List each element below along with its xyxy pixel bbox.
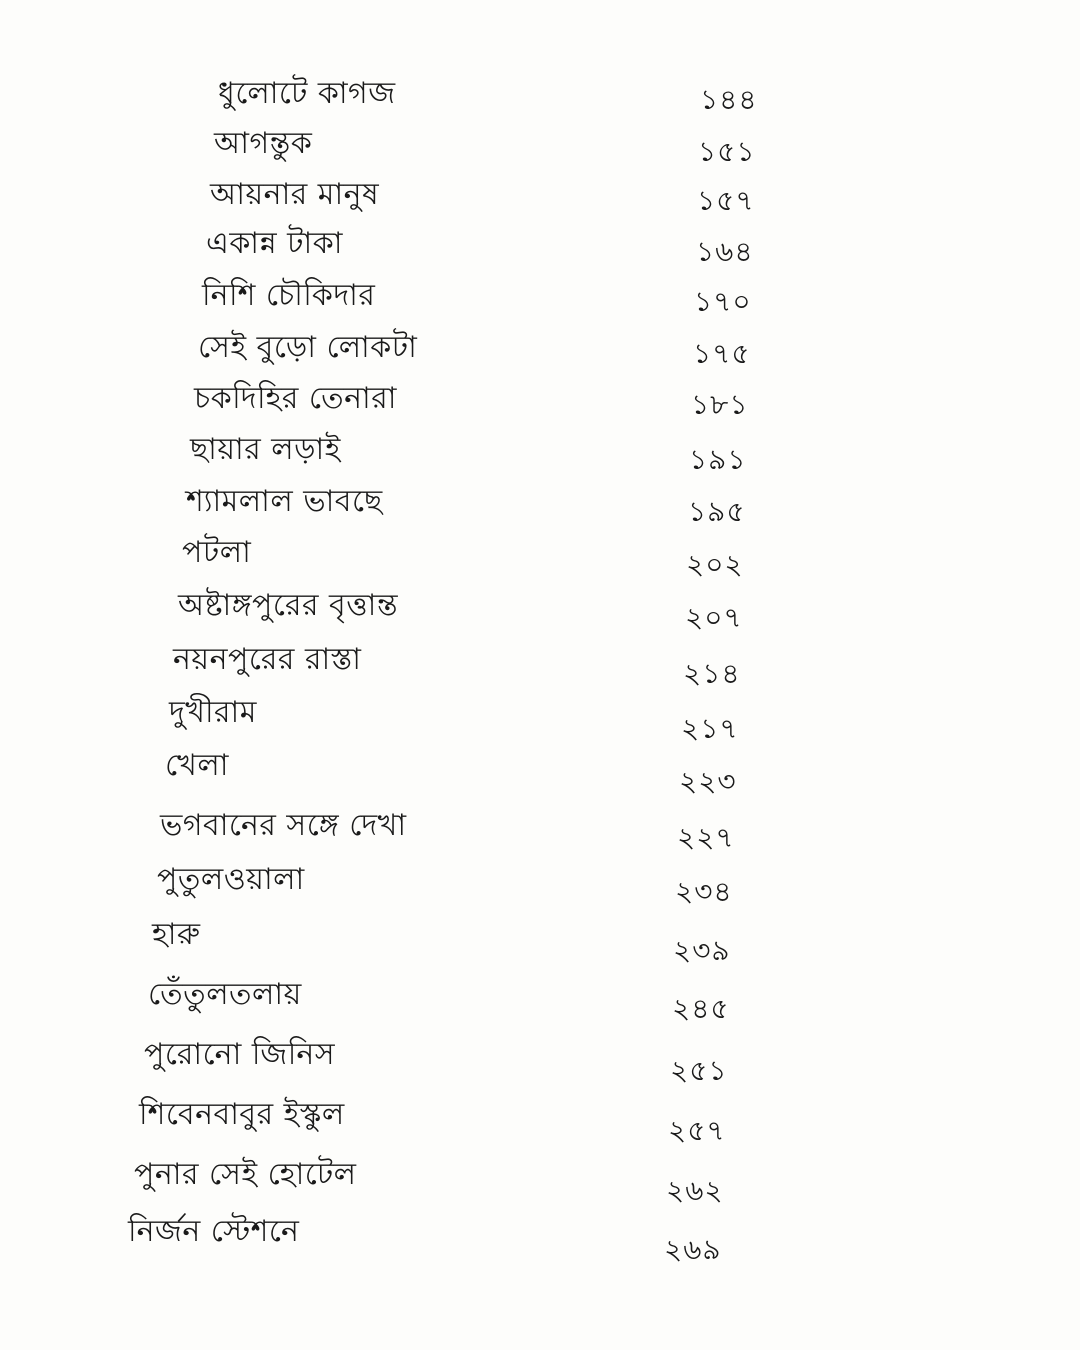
toc-entry-title: ধুলোটে কাগজ	[218, 76, 396, 111]
toc-entry-title: সেই বুড়ো লোকটা	[198, 330, 418, 365]
toc-entry	[0, 975, 1080, 1027]
toc-entry	[0, 860, 1080, 912]
toc-entry	[0, 640, 1080, 692]
toc-entry-page-number: ২১৭	[681, 712, 739, 745]
toc-entry	[0, 379, 1080, 431]
toc-entry	[0, 1095, 1080, 1147]
toc-entry-title: খেলা	[165, 748, 229, 783]
toc-entry-title: নিশি চৌকিদার	[202, 278, 376, 313]
toc-entry	[0, 533, 1080, 585]
toc-entry-page-number: ২৪৫	[672, 992, 730, 1025]
toc-entry-title: হারু	[152, 917, 201, 952]
toc-entry-title: একান্ন টাকা	[206, 226, 343, 261]
toc-entry-title: শিবেনবাবুর ইস্কুল	[139, 1097, 345, 1132]
toc-entry-page-number: ১৯১	[689, 443, 747, 476]
toc-entry-page-number: ১৬৪	[696, 235, 754, 268]
toc-entry-title: তেঁতুলতলায়	[148, 977, 302, 1012]
toc-entry-page-number: ১৭৫	[693, 337, 751, 370]
toc-entry-page-number: ২৩৯	[673, 934, 731, 967]
toc-entry-page-number: ১৪৪	[700, 83, 758, 116]
toc-entry-page-number: ২৬২	[666, 1174, 724, 1207]
toc-entry	[0, 224, 1080, 276]
toc-entry-page-number: ১৭০	[694, 285, 752, 318]
toc-entry-title: আগন্তুক	[214, 126, 313, 161]
toc-entry-page-number: ২৩৪	[675, 875, 733, 908]
toc-entry-title: চকদিহির তেনারা	[194, 381, 397, 416]
toc-entry	[0, 430, 1080, 482]
toc-entry-page-number: ২০৭	[685, 601, 743, 634]
toc-entry-title: আয়নার মানুষ	[210, 177, 380, 212]
toc-entry	[0, 328, 1080, 380]
toc-entry-page-number: ১৫১	[698, 135, 756, 168]
toc-entry	[0, 124, 1080, 176]
toc-entry-page-number: ২২৩	[679, 765, 737, 798]
toc-entry-title: ভগবানের সঙ্গে দেখা	[160, 808, 407, 843]
toc-entry-page-number: ২৬৯	[664, 1233, 722, 1266]
toc-entry	[0, 693, 1080, 745]
toc-entry-page-number: ২১৪	[683, 657, 741, 690]
toc-entry-page-number: ১৯৫	[688, 495, 746, 528]
toc-entry-title: দুখীরাম	[169, 695, 257, 730]
toc-entry	[0, 1155, 1080, 1207]
toc-entry-title: পুতুলওয়ালা	[157, 862, 305, 897]
toc-entry	[0, 746, 1080, 798]
toc-entry	[0, 915, 1080, 967]
toc-entry-title: পুরোনো জিনিস	[144, 1037, 336, 1072]
toc-entry-page-number: ২৫১	[670, 1054, 728, 1087]
toc-entry-title: ছায়ার লড়াই	[190, 432, 341, 467]
toc-entry	[0, 1212, 1080, 1264]
toc-entry-page-number: ২২৭	[677, 821, 735, 854]
toc-entry-page-number: ২০২	[686, 548, 744, 581]
toc-entry	[0, 586, 1080, 638]
toc-entry-title: নির্জন স্টেশনে	[128, 1214, 300, 1249]
toc-entry-title: অষ্টাঙ্গপুরের বৃত্তান্ত	[178, 588, 399, 623]
toc-entry-page-number: ২৫৭	[668, 1114, 726, 1147]
toc-entry-title: শ্যামলাল ভাবছে	[186, 484, 383, 519]
toc-entry-title: পটলা	[182, 535, 252, 570]
toc-entry-title: পুনার সেই হোটেল	[134, 1157, 357, 1192]
toc-entry	[0, 276, 1080, 328]
toc-entry	[0, 806, 1080, 858]
toc-entry	[0, 1035, 1080, 1087]
toc-entry-page-number: ১৮১	[691, 388, 749, 421]
toc-entry	[0, 482, 1080, 534]
toc-entry	[0, 175, 1080, 227]
toc-entry-title: নয়নপুরের রাস্তা	[173, 642, 362, 677]
toc-entry	[0, 74, 1080, 126]
toc-entry-page-number: ১৫৭	[697, 184, 755, 217]
